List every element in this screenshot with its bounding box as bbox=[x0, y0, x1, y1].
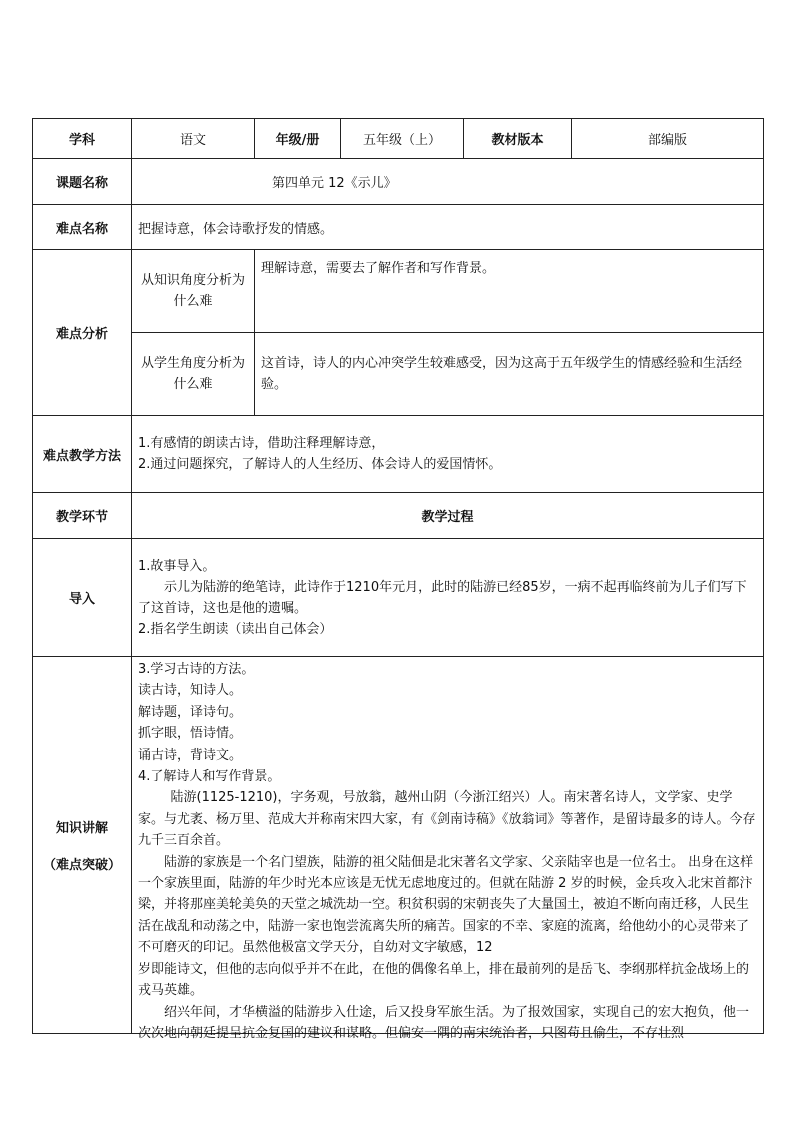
knowledge-line-10: 绍兴年间，才华横溢的陆游步入仕途，后又投身军旅生活。为了报效国家，实现自己的宏大抱负，他一次次地向朝廷提呈抗金复国的建议和谋略。但偏安一隅的南宋统治者，只图苟且偷生，不存壮烈 bbox=[138, 1004, 750, 1041]
edition-value: 部编版 bbox=[572, 119, 764, 159]
difficulty-label: 难点名称 bbox=[33, 205, 132, 250]
knowledge-line-2: 读古诗，知诗人。 bbox=[138, 683, 243, 699]
intro-content bbox=[132, 539, 764, 657]
analysis-label: 难点分析 bbox=[33, 250, 132, 416]
difficulty-row bbox=[33, 205, 764, 250]
process-header-row bbox=[33, 493, 764, 539]
knowledge-line-3: 解诗题，译诗句。 bbox=[138, 704, 243, 720]
topic-label: 课题名称 bbox=[33, 159, 132, 205]
grade-label: 年级/册 bbox=[255, 119, 341, 159]
student-angle-value: 这首诗，诗人的内心冲突学生较难感受，因为这高于五年级学生的情感经验和生活经验。 bbox=[255, 333, 764, 416]
knowledge-row bbox=[33, 657, 764, 1034]
method-label: 难点教学方法 bbox=[33, 416, 132, 493]
lesson-plan-table bbox=[32, 118, 764, 1041]
method-content bbox=[132, 416, 764, 493]
analysis-knowledge-row bbox=[33, 250, 764, 333]
intro-line-2: 示儿为陆游的绝笔诗，此诗作于1210年元月，此时的陆游已经85岁，一病不起再临终前为儿子们写下了这首诗，这也是他的遗嘱。 bbox=[138, 579, 747, 616]
process-label: 教学过程 bbox=[132, 493, 764, 539]
knowledge-line-6: 4.了解诗人和写作背景。 bbox=[138, 769, 281, 785]
knowledge-sublabel: （难点突破） bbox=[42, 858, 121, 873]
knowledge-angle-value: 理解诗意，需要去了解作者和写作背景。 bbox=[255, 250, 764, 333]
intro-line-3: 2.指名学生朗读（读出自己体会） bbox=[138, 621, 333, 637]
knowledge-label-cell bbox=[33, 657, 132, 1034]
knowledge-line-9: 岁即能诗文，但他的志向似乎并不在此，在他的偶像名单上，排在最前列的是岳飞、李纲那样抗金战场上的戎马英雄。 bbox=[138, 961, 750, 999]
intro-line-1: 1.故事导入。 bbox=[138, 558, 216, 574]
student-angle-label: 从学生角度分析为什么难 bbox=[132, 333, 255, 416]
method-line-1: 1.有感情的朗读古诗，借助注释理解诗意， bbox=[138, 436, 385, 451]
analysis-student-row bbox=[33, 333, 764, 416]
edition-label: 教材版本 bbox=[464, 119, 572, 159]
subject-value: 语文 bbox=[132, 119, 255, 159]
intro-label: 导入 bbox=[33, 539, 132, 657]
knowledge-line-1: 3.学习古诗的方法。 bbox=[138, 662, 255, 677]
method-line-2: 2.通过问题探究，了解诗人的人生经历、体会诗人的爱国情怀。 bbox=[138, 457, 502, 472]
grade-value: 五年级（上） bbox=[341, 119, 464, 159]
knowledge-line-4: 抓字眼，悟诗情。 bbox=[138, 726, 243, 742]
intro-row bbox=[33, 539, 764, 657]
method-row bbox=[33, 416, 764, 493]
topic-row bbox=[33, 159, 764, 205]
knowledge-line-5: 诵古诗，背诗文。 bbox=[138, 747, 243, 763]
knowledge-angle-label: 从知识角度分析为什么难 bbox=[132, 250, 255, 333]
knowledge-line-8: 陆游的家族是一个名门望族，陆游的祖父陆佃是北宋著名文学家、父亲陆宰也是一位名士。 出身在这样一个家族里面，陆游的年少时光本应该是无忧无虑地度过的。但就在陆游 2 岁的时候，金兵攻入北宋首都汴梁，并将那座美轮美奂的天堂之城洗劫一空。积贫积弱的宋朝丧失了大量国土，被迫不断向南迁移，人民生活在战乱和动荡之中，陆游一家也饱尝流离失所的痛苦。国家的不幸、家庭的流离，给他幼小的心灵带来了不可磨灭的印记。虽然他极富文学天分，自幼对文字敏感，12 bbox=[138, 854, 754, 956]
difficulty-value: 把握诗意，体会诗歌抒发的情感。 bbox=[132, 205, 764, 250]
knowledge-line-7: 陆游(1125-1210)，字务观，号放翁，越州山阴（今浙江绍兴）人。南宋著名诗人，文学家、史学家。与尤袤、杨万里、范成大并称南宋四大家，有《剑南诗稿》《放翁词》等著作，是留诗最多的诗人。今存九千三百余首。 bbox=[138, 790, 756, 849]
topic-value: 第四单元 12《示儿》 bbox=[132, 159, 764, 205]
subject-label: 学科 bbox=[33, 119, 132, 159]
knowledge-content bbox=[132, 657, 764, 1041]
stage-label: 教学环节 bbox=[33, 493, 132, 539]
header-row bbox=[33, 119, 764, 159]
knowledge-label: 知识讲解 bbox=[55, 821, 108, 836]
